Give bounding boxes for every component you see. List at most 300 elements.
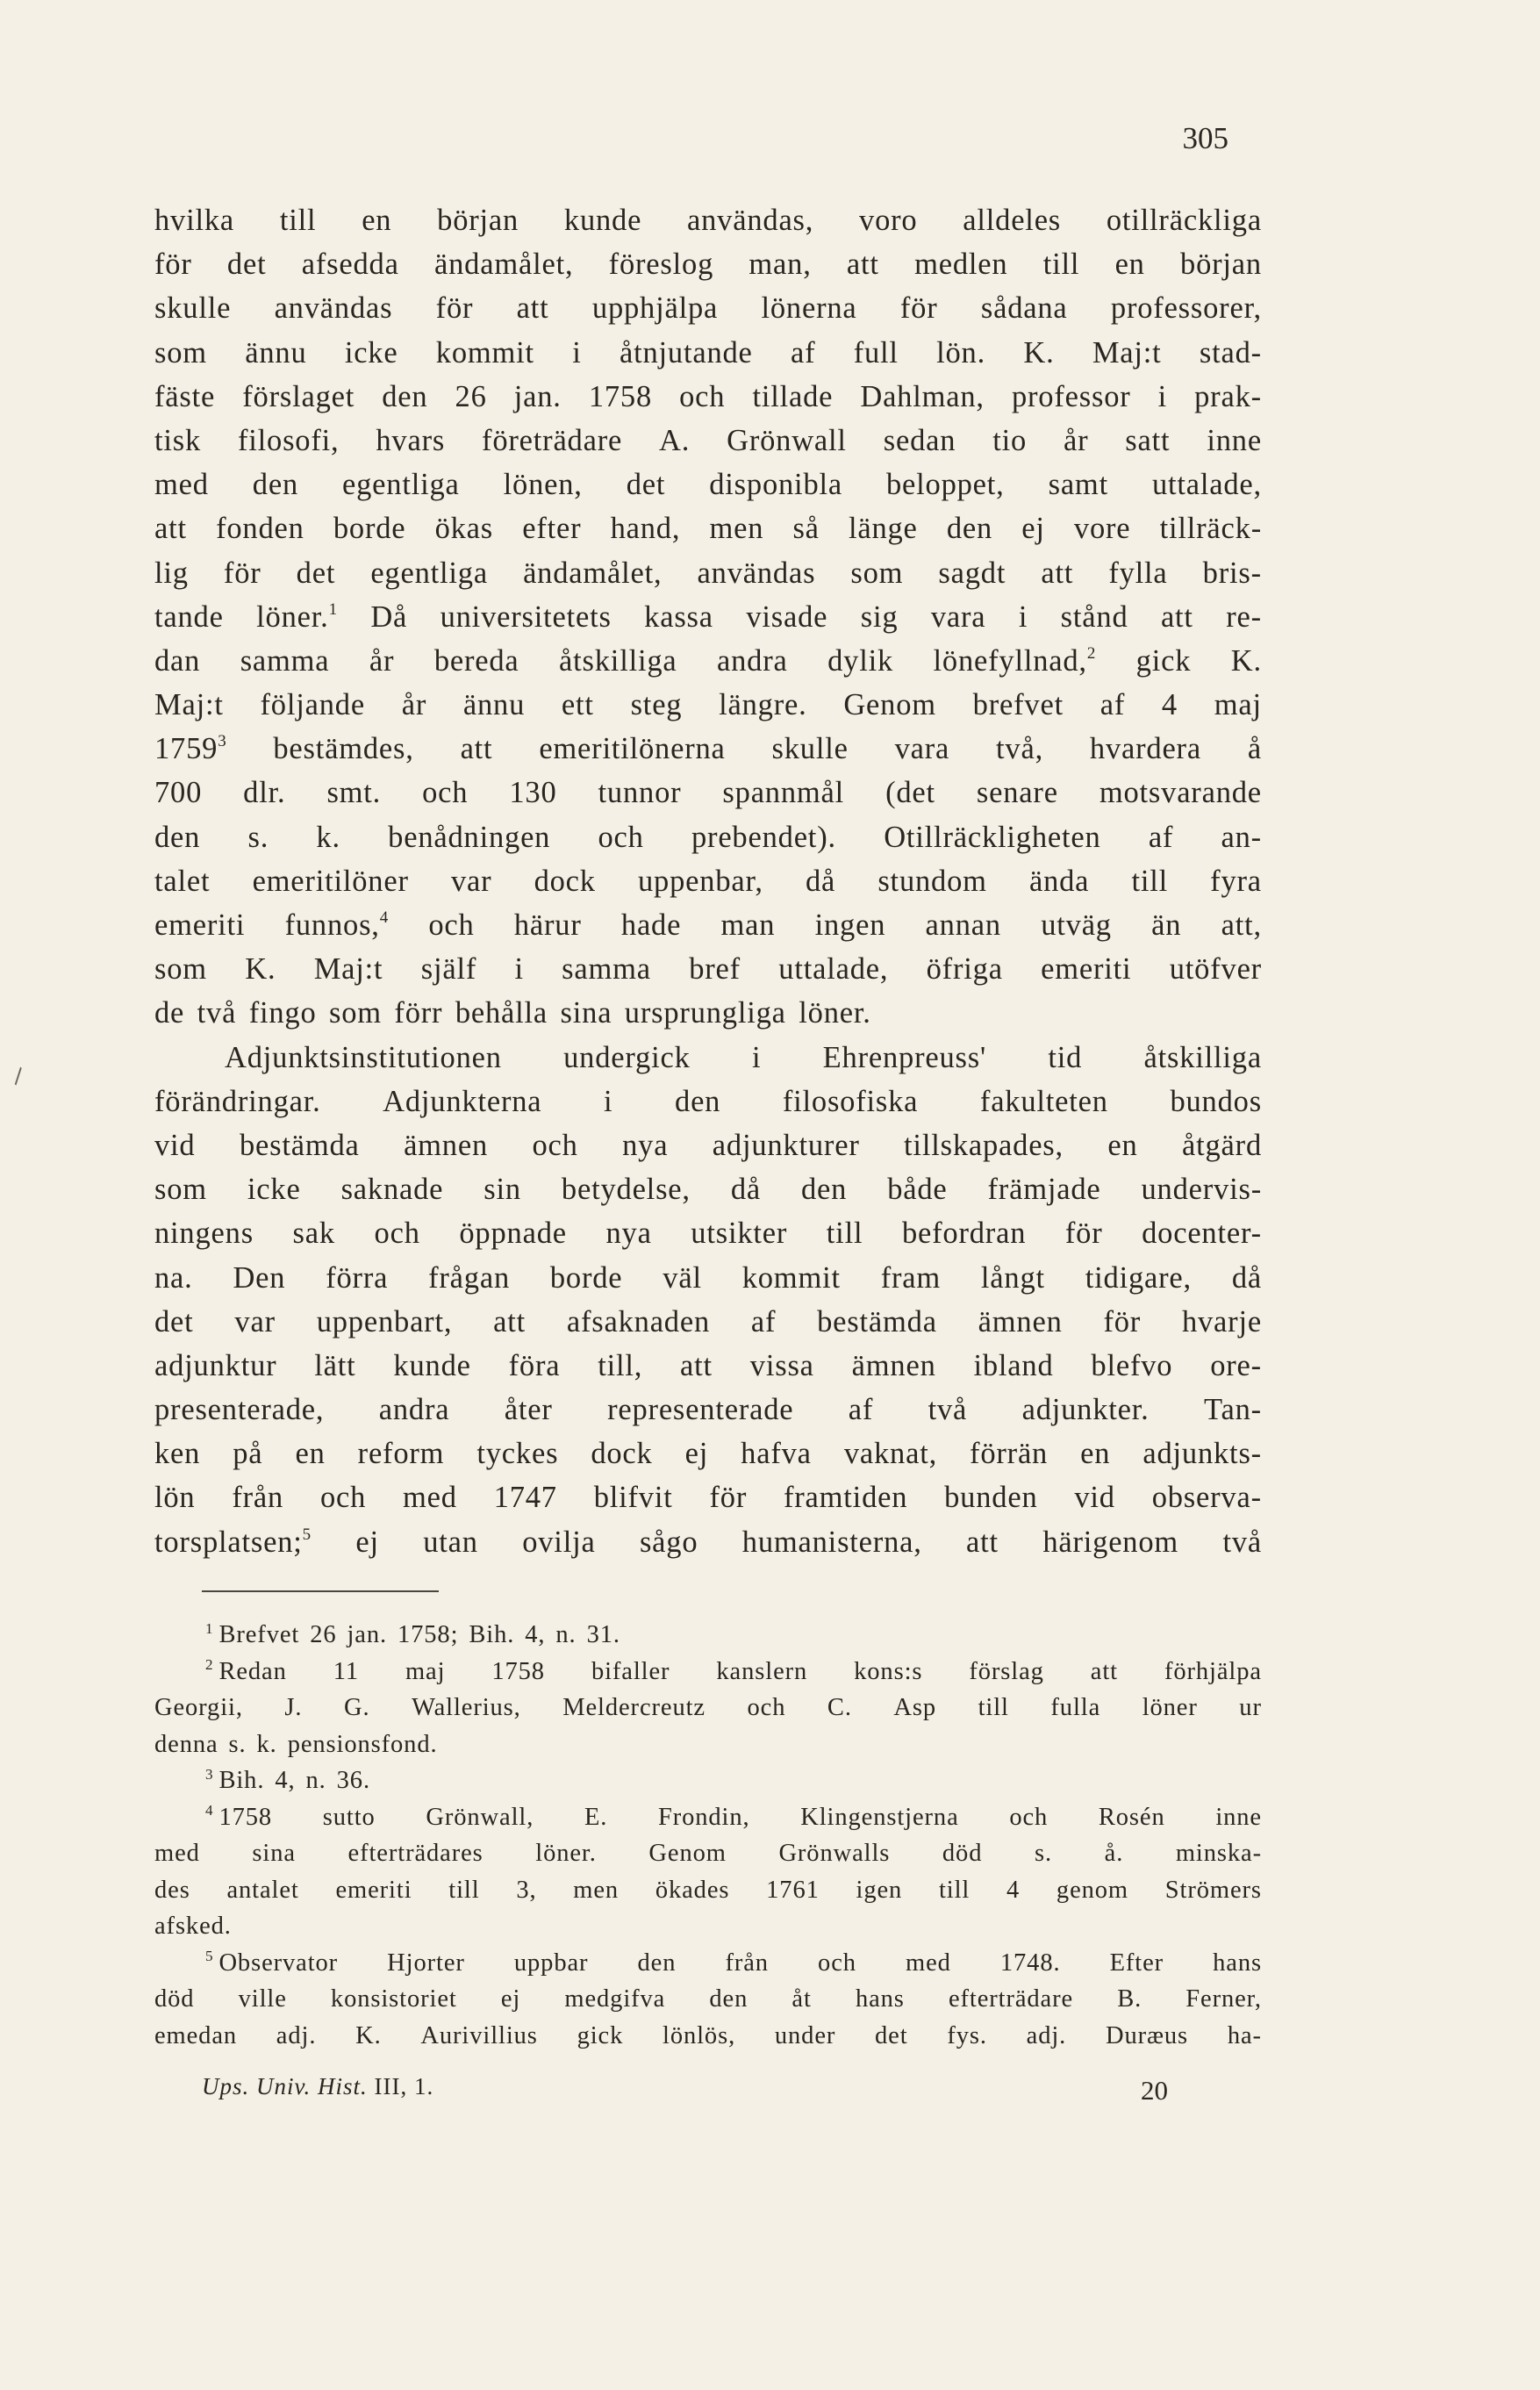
word: åtskilliga bbox=[559, 643, 677, 678]
word: $^5$ Observator bbox=[205, 1948, 339, 1977]
word: 31. bbox=[586, 1621, 620, 1648]
word: Wallerius, bbox=[412, 1694, 521, 1721]
word: med bbox=[403, 1481, 457, 1515]
word: professorer, bbox=[1110, 291, 1262, 326]
word: en bbox=[1080, 1437, 1111, 1471]
word: att bbox=[966, 1525, 999, 1559]
word: 130 bbox=[509, 776, 557, 810]
word: Strömers bbox=[1164, 1876, 1262, 1904]
body-line bbox=[154, 815, 1262, 859]
word: $^4$ 1758 bbox=[205, 1802, 273, 1831]
word: k. bbox=[256, 1730, 277, 1758]
word: andra bbox=[717, 643, 788, 678]
word: företrädare bbox=[482, 423, 623, 457]
word: emedan bbox=[154, 2021, 238, 2049]
word: inne bbox=[1215, 1803, 1262, 1831]
footnote-line bbox=[154, 1908, 1262, 1945]
word: tillräck- bbox=[1159, 512, 1262, 546]
word: tillskapades, bbox=[904, 1128, 1064, 1162]
word: afsked. bbox=[154, 1913, 232, 1940]
footnote-line bbox=[154, 1690, 1262, 1726]
word: att bbox=[1090, 1657, 1118, 1685]
word: för bbox=[709, 1481, 748, 1515]
word: lönlös, bbox=[663, 2021, 736, 2049]
word: som bbox=[154, 1173, 207, 1207]
footnote-line bbox=[154, 1835, 1262, 1872]
word: en bbox=[295, 1437, 326, 1471]
word: för bbox=[154, 248, 192, 282]
word: början bbox=[1180, 248, 1262, 282]
word: Dahlman, bbox=[860, 379, 985, 413]
word: brefvet bbox=[972, 688, 1064, 722]
word: år bbox=[401, 688, 427, 722]
word: åtnjutande bbox=[619, 335, 753, 370]
word: s. bbox=[247, 820, 269, 854]
word: bunden bbox=[944, 1481, 1038, 1515]
word: förra bbox=[326, 1260, 389, 1295]
word: till bbox=[448, 1876, 480, 1904]
word: full bbox=[853, 335, 899, 370]
footnote-line bbox=[154, 1945, 1262, 1982]
word: ha- bbox=[1227, 2021, 1262, 2049]
word: förslag bbox=[969, 1657, 1044, 1685]
body-line bbox=[154, 463, 1262, 506]
word: saknade bbox=[340, 1173, 444, 1207]
footnote-mark: 2 bbox=[205, 1656, 214, 1674]
word: och bbox=[422, 776, 469, 810]
word: ändamålet, bbox=[434, 248, 574, 282]
word: själf bbox=[420, 952, 477, 987]
word: alldeles bbox=[963, 204, 1062, 237]
word: sagdt bbox=[938, 556, 1006, 590]
word: beloppet, bbox=[885, 468, 1005, 502]
word: löner. bbox=[535, 1840, 597, 1867]
word: länge bbox=[848, 512, 918, 546]
word: användas bbox=[274, 291, 393, 326]
word: otillräckliga bbox=[1106, 204, 1262, 237]
word: konsistoriet bbox=[330, 1985, 457, 2013]
word: sutto bbox=[322, 1803, 376, 1831]
word: att bbox=[516, 291, 549, 326]
word: af bbox=[790, 335, 816, 370]
word: förslaget bbox=[242, 379, 355, 413]
word: sin bbox=[483, 1173, 521, 1207]
word: reform bbox=[357, 1437, 445, 1471]
word: två bbox=[197, 996, 237, 1030]
word: adj. bbox=[276, 2021, 317, 2049]
word: år bbox=[1063, 423, 1089, 457]
word: representerade bbox=[607, 1393, 794, 1427]
word: disponibla bbox=[709, 468, 842, 502]
word: Då bbox=[370, 599, 408, 634]
word: fys. bbox=[947, 2021, 987, 2049]
word: s. bbox=[1034, 1840, 1053, 1867]
word: utan bbox=[423, 1525, 478, 1559]
word: Grönwall bbox=[727, 423, 847, 457]
word: af bbox=[1148, 820, 1174, 854]
footnote-ref[interactable]: 1 bbox=[328, 599, 338, 619]
word: död bbox=[942, 1840, 983, 1867]
word: i bbox=[751, 1040, 762, 1074]
body-line bbox=[154, 727, 1262, 771]
word: 1747 bbox=[493, 1481, 557, 1515]
footnote-line bbox=[154, 1617, 1262, 1654]
word: efterträdares bbox=[347, 1840, 483, 1867]
word: uttalade, bbox=[778, 952, 889, 987]
word: med bbox=[154, 1840, 200, 1867]
word: löner bbox=[1142, 1694, 1198, 1721]
word: efter bbox=[522, 512, 582, 546]
word: undergick bbox=[563, 1040, 691, 1074]
word: motsvarande bbox=[1099, 776, 1262, 810]
word: visade bbox=[746, 599, 828, 634]
word: att bbox=[1160, 599, 1193, 634]
word: stånd bbox=[1060, 599, 1128, 634]
word: Maj:t bbox=[313, 952, 383, 987]
word: lönerna bbox=[761, 291, 857, 326]
word: den bbox=[637, 1949, 677, 1977]
word: borde bbox=[549, 1260, 623, 1295]
word: att bbox=[460, 732, 493, 766]
word: fulla bbox=[1050, 1694, 1101, 1721]
word: hans bbox=[1213, 1949, 1262, 1977]
word: tid bbox=[1048, 1040, 1083, 1074]
word: sak bbox=[292, 1217, 335, 1251]
word: adj. bbox=[1026, 2021, 1067, 2049]
word: ej bbox=[500, 1985, 521, 2013]
word: n. bbox=[305, 1767, 326, 1794]
word: re- bbox=[1226, 599, 1262, 634]
word: ökades bbox=[655, 1876, 730, 1904]
body-line bbox=[154, 1211, 1262, 1255]
word: (det bbox=[885, 776, 935, 810]
word: ännu bbox=[245, 335, 307, 370]
word: bris- bbox=[1202, 556, 1262, 590]
word: och bbox=[374, 1217, 420, 1251]
word: två, bbox=[996, 732, 1044, 766]
word: till bbox=[826, 1217, 863, 1251]
word: Frondin, bbox=[657, 1803, 750, 1831]
word: Ehrenpreuss' bbox=[822, 1040, 987, 1074]
signature-title: Ups. Univ. Hist. bbox=[202, 2073, 368, 2099]
word: främjade bbox=[987, 1173, 1101, 1207]
word: och bbox=[747, 1694, 786, 1721]
word: filosofiska bbox=[782, 1084, 919, 1118]
footnote-ref[interactable]: 4 bbox=[379, 908, 390, 927]
word: hade bbox=[620, 908, 682, 942]
word: lön. bbox=[936, 335, 986, 370]
word: egentliga bbox=[342, 468, 460, 502]
word: Genom bbox=[648, 1840, 727, 1867]
word: frågan bbox=[428, 1260, 510, 1295]
word: föra bbox=[508, 1348, 561, 1382]
body-line bbox=[154, 375, 1262, 419]
word: vid bbox=[154, 1128, 196, 1162]
word: maj bbox=[405, 1657, 446, 1685]
word: Maj:t bbox=[154, 688, 224, 722]
body-line bbox=[154, 551, 1262, 595]
word: emeriti bbox=[335, 1876, 412, 1904]
word: annan bbox=[925, 908, 1001, 942]
word: tio bbox=[992, 423, 1028, 457]
word: förrän bbox=[970, 1437, 1049, 1471]
word: presenterade, bbox=[154, 1393, 325, 1427]
word: i bbox=[1018, 599, 1028, 634]
word: 1761 bbox=[766, 1876, 820, 1904]
word: som bbox=[329, 996, 382, 1030]
word: prak- bbox=[1194, 379, 1262, 413]
word: att bbox=[493, 1304, 526, 1339]
word: som bbox=[154, 335, 207, 370]
word: ej bbox=[684, 1437, 709, 1471]
word: att bbox=[1041, 556, 1074, 590]
body-line bbox=[154, 506, 1262, 550]
word: och bbox=[532, 1128, 578, 1162]
word: 3, bbox=[516, 1876, 537, 1904]
word: smt. bbox=[326, 776, 382, 810]
body-line bbox=[154, 1520, 1262, 1564]
word: var bbox=[234, 1304, 276, 1339]
word: tidigare, bbox=[1085, 1260, 1192, 1295]
body-line bbox=[154, 1432, 1262, 1475]
word: Ferner, bbox=[1185, 1985, 1262, 2013]
word: död bbox=[154, 1985, 195, 2013]
word: kunde bbox=[393, 1348, 471, 1382]
word: af bbox=[848, 1393, 874, 1427]
word: ovilja bbox=[522, 1525, 596, 1559]
word: vore bbox=[1073, 512, 1131, 546]
word: kanslern bbox=[716, 1657, 808, 1685]
word: år bbox=[369, 643, 395, 678]
word: bundos bbox=[1170, 1084, 1262, 1118]
word: K. bbox=[1230, 643, 1262, 678]
word: ännu bbox=[462, 688, 526, 722]
word: i bbox=[514, 952, 524, 987]
word: ville bbox=[238, 1985, 287, 2013]
word: och bbox=[1009, 1803, 1049, 1831]
word: J. bbox=[284, 1694, 303, 1721]
body-line bbox=[154, 286, 1262, 330]
word: Duræus bbox=[1105, 2021, 1189, 2049]
page-number: 305 bbox=[1182, 121, 1228, 155]
footnotes bbox=[154, 1617, 1262, 2054]
body-line bbox=[154, 991, 1262, 1035]
footnote-ref[interactable]: 2 bbox=[1086, 643, 1097, 663]
word: det bbox=[226, 248, 267, 282]
word: afsaknaden bbox=[566, 1304, 711, 1339]
footnote-divider bbox=[202, 1590, 439, 1592]
word: vaknat, bbox=[843, 1437, 937, 1471]
body-line bbox=[154, 903, 1262, 947]
word: ingen bbox=[814, 908, 886, 942]
word: lätt bbox=[314, 1348, 356, 1382]
word: att bbox=[846, 248, 879, 282]
word: Bih. bbox=[469, 1621, 515, 1648]
word: 4, bbox=[525, 1621, 546, 1648]
word: benådningen bbox=[388, 820, 551, 854]
word: kassa bbox=[644, 599, 713, 634]
word: tyckes bbox=[476, 1437, 559, 1471]
word: Grönwall, bbox=[426, 1803, 534, 1831]
word: 1748. bbox=[999, 1949, 1061, 1977]
word: till, bbox=[598, 1348, 643, 1382]
word: upphjälpa bbox=[591, 291, 719, 326]
word: voro bbox=[859, 204, 918, 237]
word: för bbox=[223, 556, 261, 590]
word: men bbox=[573, 1876, 620, 1904]
body-line bbox=[154, 1167, 1262, 1211]
word: B. bbox=[1117, 1985, 1142, 2013]
word: genom bbox=[1056, 1876, 1128, 1904]
body-line bbox=[154, 1036, 1262, 1080]
word: som bbox=[154, 952, 207, 987]
word: igen bbox=[856, 1876, 903, 1904]
word: E. bbox=[584, 1803, 608, 1831]
word: fonden bbox=[216, 512, 304, 546]
word: jan. bbox=[513, 379, 562, 413]
word: härur bbox=[513, 908, 582, 942]
word: sådana bbox=[980, 291, 1068, 326]
word: till bbox=[938, 1876, 971, 1904]
word: 4 bbox=[1161, 688, 1178, 722]
word: 4, bbox=[275, 1767, 296, 1794]
word: stundom bbox=[877, 864, 987, 898]
word: sina bbox=[252, 1840, 296, 1867]
word: Hjorter bbox=[387, 1949, 465, 1977]
word: det bbox=[296, 556, 336, 590]
word: bereda bbox=[433, 643, 519, 678]
word: fingo bbox=[248, 996, 317, 1030]
word: satt bbox=[1125, 423, 1171, 457]
word: en bbox=[1107, 1128, 1138, 1162]
word: A. bbox=[659, 423, 691, 457]
footnote-ref[interactable]: 3 bbox=[218, 732, 227, 751]
footnote-line bbox=[154, 2018, 1262, 2055]
word: Asp bbox=[893, 1694, 937, 1721]
footnote-line bbox=[154, 1799, 1262, 1836]
word: en bbox=[1114, 248, 1145, 282]
word: K. bbox=[355, 2021, 382, 2049]
word: den bbox=[709, 1985, 749, 2013]
word: professor bbox=[1011, 379, 1131, 413]
word: hans bbox=[855, 1985, 905, 2013]
word: icke bbox=[344, 335, 398, 370]
word: utväg bbox=[1041, 908, 1112, 942]
word: blifvit bbox=[593, 1481, 673, 1515]
word: den bbox=[675, 1084, 721, 1118]
word: bref bbox=[689, 952, 741, 987]
word: förändringar. bbox=[154, 1084, 321, 1118]
word: samma bbox=[562, 952, 651, 987]
word: Otillräckligheten bbox=[884, 820, 1101, 854]
word: då bbox=[730, 1173, 761, 1207]
word: ore- bbox=[1210, 1348, 1262, 1382]
word: öfriga bbox=[926, 952, 1003, 987]
word: adjunkts- bbox=[1142, 1437, 1262, 1471]
word: och bbox=[679, 379, 726, 413]
word: fylla bbox=[1108, 556, 1168, 590]
word: senare bbox=[976, 776, 1058, 810]
word: under bbox=[774, 2021, 836, 2049]
footnote-ref[interactable]: 5 bbox=[302, 1525, 312, 1544]
word: gick bbox=[577, 2021, 624, 2049]
word: åt bbox=[791, 1985, 812, 2013]
word: adjunkter. bbox=[1021, 1393, 1150, 1427]
word: efterträdare bbox=[948, 1985, 1074, 2013]
word: både bbox=[887, 1173, 948, 1207]
word: sig bbox=[860, 599, 899, 634]
word: Aurivillius bbox=[420, 2021, 538, 2049]
footnote-line bbox=[154, 1981, 1262, 2018]
body-line bbox=[154, 595, 1262, 639]
word: det bbox=[154, 1304, 194, 1339]
body-line bbox=[154, 683, 1262, 727]
word: å bbox=[1247, 732, 1262, 766]
word: betydelse, bbox=[561, 1173, 691, 1207]
word: sedan bbox=[883, 423, 956, 457]
word: Rosén bbox=[1098, 1803, 1165, 1831]
word: den bbox=[252, 468, 299, 502]
word: å. bbox=[1104, 1840, 1124, 1867]
word: två bbox=[1222, 1525, 1262, 1559]
word: längre. bbox=[719, 688, 807, 722]
word: Meldercreutz bbox=[562, 1694, 706, 1721]
footnote-mark: 4 bbox=[205, 1802, 214, 1819]
word: vara bbox=[930, 599, 986, 634]
word: samt bbox=[1048, 468, 1108, 502]
word: s. bbox=[228, 1730, 247, 1758]
word: den bbox=[382, 379, 428, 413]
word: då bbox=[805, 864, 836, 898]
word: emeriti bbox=[154, 908, 246, 942]
word: till bbox=[1131, 864, 1168, 898]
word: man bbox=[720, 908, 776, 942]
word: nya bbox=[622, 1128, 669, 1162]
word: lön bbox=[154, 1481, 196, 1515]
word: följande bbox=[260, 688, 365, 722]
word: emeritilönerna bbox=[539, 732, 726, 766]
word: samma bbox=[240, 643, 330, 678]
word: $^1$ Brefvet bbox=[205, 1619, 300, 1648]
word: des bbox=[154, 1876, 190, 1904]
word: hafva bbox=[741, 1437, 812, 1471]
word: spannmål bbox=[722, 776, 845, 810]
body-line bbox=[154, 419, 1262, 463]
word: den bbox=[154, 820, 201, 854]
word: uppenbar, bbox=[638, 864, 763, 898]
word: steg bbox=[630, 688, 683, 722]
word: väl bbox=[663, 1260, 702, 1295]
word: i bbox=[572, 335, 582, 370]
word: hvars bbox=[376, 423, 446, 457]
body-line bbox=[154, 639, 1262, 683]
body-line bbox=[154, 331, 1262, 375]
word: förhjälpa bbox=[1164, 1657, 1262, 1685]
word: då bbox=[1231, 1260, 1262, 1295]
word: behålla bbox=[455, 996, 548, 1030]
word: Den bbox=[233, 1260, 286, 1295]
footnote-line bbox=[154, 1762, 1262, 1799]
word: från bbox=[725, 1949, 769, 1977]
word: lönefyllnad,$^2$ bbox=[933, 643, 1097, 678]
word: användas, bbox=[687, 204, 814, 237]
word: utöfver bbox=[1169, 952, 1262, 987]
word: utsikter bbox=[691, 1217, 788, 1251]
word: vissa bbox=[749, 1348, 814, 1382]
word: ämnen bbox=[404, 1128, 489, 1162]
word: Georgii, bbox=[154, 1694, 243, 1721]
word: 1758 bbox=[588, 379, 653, 413]
